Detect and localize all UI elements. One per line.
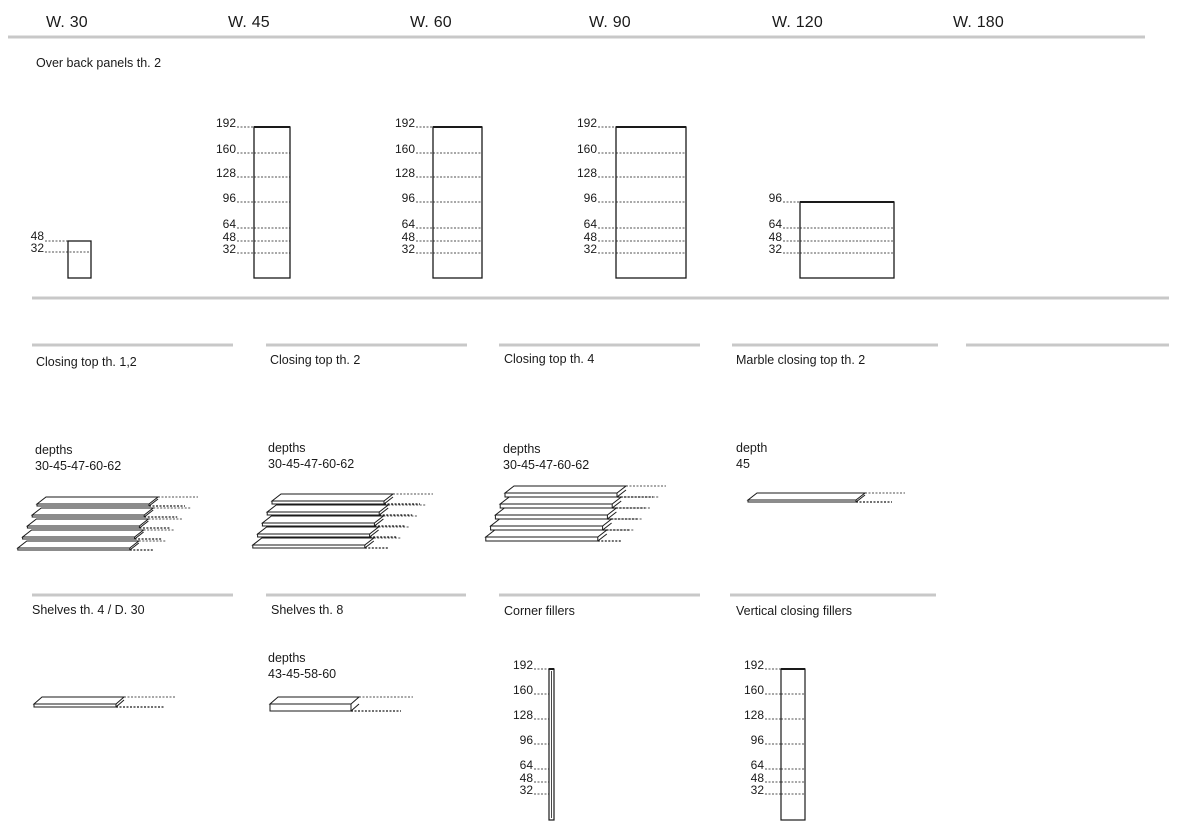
back-panel-w30 [31, 229, 91, 278]
height-label-32: 32 [401, 242, 415, 256]
shelf-th4 [34, 697, 176, 707]
height-label-64: 64 [401, 217, 415, 231]
height-label-48: 48 [519, 771, 533, 785]
height-label-48: 48 [30, 229, 44, 243]
height-label-160: 160 [215, 142, 236, 156]
slab-side [351, 704, 359, 711]
slab-top [272, 494, 393, 501]
height-label-64: 64 [583, 217, 597, 231]
height-label-32: 32 [519, 783, 533, 797]
slab-top [505, 486, 626, 493]
depth-label: depths [503, 442, 541, 456]
closing-top-drawings [18, 486, 905, 550]
slab-edge [270, 704, 351, 711]
height-label-32: 32 [583, 242, 597, 256]
height-label-48: 48 [750, 771, 764, 785]
filler-drawings [513, 658, 805, 820]
shelf-th8 [270, 697, 413, 711]
slab-top [267, 505, 388, 512]
slab-edge [262, 523, 374, 526]
corner-filler [513, 658, 554, 820]
slab-edge [34, 704, 116, 707]
depth-values: 43-45-58-60 [268, 667, 337, 681]
height-label-160: 160 [743, 683, 764, 697]
corner-fillers-title: Corner fillers [504, 604, 575, 618]
shelves-th8-title: Shelves th. 8 [271, 603, 344, 617]
slab-edge [258, 534, 370, 537]
closing-top-1-stack [18, 497, 198, 550]
panel-outline [616, 127, 686, 278]
height-label-192: 192 [743, 658, 764, 672]
height-label-96: 96 [222, 191, 236, 205]
slab-edge [37, 504, 149, 506]
slab-edge [32, 515, 144, 517]
height-label-64: 64 [222, 217, 236, 231]
slab-edge [505, 493, 617, 497]
slab-top [491, 519, 612, 526]
back-panel-w120 [769, 191, 894, 278]
slab-top [748, 493, 865, 500]
column-header-w90: W. 90 [589, 14, 631, 31]
closing-top-3-title: Closing top th. 4 [504, 352, 595, 366]
column-header-w120: W. 120 [772, 14, 824, 31]
closing-top-4-title: Marble closing top th. 2 [736, 353, 866, 367]
height-label-96: 96 [519, 733, 533, 747]
back-panel-drawings [31, 116, 894, 278]
panel-outline [254, 127, 290, 278]
height-label-96: 96 [768, 191, 782, 205]
depth-values: 45 [736, 457, 750, 471]
height-label-48: 48 [401, 230, 415, 244]
depth-values: 30-45-47-60-62 [503, 458, 590, 472]
vertical-fillers-title: Vertical closing fillers [736, 604, 853, 618]
panel-outline [433, 127, 482, 278]
column-header-w45: W. 45 [228, 14, 270, 31]
depth-label: depth [736, 441, 768, 455]
height-label-64: 64 [768, 217, 782, 231]
slab-edge [267, 512, 379, 515]
closing-top-2-title: Closing top th. 2 [270, 353, 361, 367]
closing-top-3-stack [486, 486, 666, 541]
slab-top [27, 519, 148, 526]
slab-top [500, 497, 621, 504]
slab-top [18, 541, 139, 548]
height-label-160: 160 [394, 142, 415, 156]
height-label-32: 32 [768, 242, 782, 256]
back-panel-w90 [577, 116, 686, 278]
slab-edge [253, 545, 365, 548]
height-label-32: 32 [750, 783, 764, 797]
panel-outline [800, 202, 894, 278]
slab-edge [500, 504, 612, 508]
slab-edge [272, 501, 384, 504]
slab-edge [23, 537, 135, 539]
back-panel-w45 [216, 116, 290, 278]
height-label-96: 96 [750, 733, 764, 747]
height-label-96: 96 [401, 191, 415, 205]
height-label-128: 128 [215, 166, 236, 180]
height-label-128: 128 [512, 708, 533, 722]
back-panels-title: Over back panels th. 2 [36, 56, 162, 70]
height-label-192: 192 [215, 116, 236, 130]
slab-edge [18, 548, 130, 550]
closing-top-4-slab [748, 493, 905, 502]
vertical-filler [744, 658, 805, 820]
closing-top-2-stack [253, 494, 433, 548]
slab-top [37, 497, 158, 504]
height-label-32: 32 [30, 241, 44, 255]
depth-label: depths [35, 443, 73, 457]
height-label-48: 48 [583, 230, 597, 244]
slab-top [270, 697, 359, 704]
slab-edge [27, 526, 139, 528]
height-label-32: 32 [222, 242, 236, 256]
panel-outline [68, 241, 91, 278]
height-label-64: 64 [750, 758, 764, 772]
height-label-96: 96 [583, 191, 597, 205]
filler-outline [781, 669, 805, 820]
height-label-128: 128 [743, 708, 764, 722]
slab-edge [748, 500, 856, 502]
shelf-drawings [34, 697, 413, 711]
depth-label: depths [268, 651, 306, 665]
slab-edge [491, 526, 603, 530]
height-label-64: 64 [519, 758, 533, 772]
height-label-48: 48 [222, 230, 236, 244]
height-label-160: 160 [576, 142, 597, 156]
column-header-w30: W. 30 [46, 14, 88, 31]
height-label-192: 192 [512, 658, 533, 672]
slab-top [262, 516, 383, 523]
slab-edge [486, 537, 598, 541]
slab-top [486, 530, 607, 537]
back-panel-w60 [395, 116, 482, 278]
slab-edge [495, 515, 607, 519]
height-label-160: 160 [512, 683, 533, 697]
depth-values: 30-45-47-60-62 [268, 457, 355, 471]
slab-top [258, 527, 379, 534]
slab-top [32, 508, 153, 515]
height-label-128: 128 [394, 166, 415, 180]
height-label-48: 48 [768, 230, 782, 244]
height-label-192: 192 [576, 116, 597, 130]
slab-top [253, 538, 374, 545]
column-header-w180: W. 180 [953, 14, 1005, 31]
slab-top [23, 530, 144, 537]
closing-top-1-title: Closing top th. 1,2 [36, 355, 137, 369]
slab-top [495, 508, 616, 515]
depth-label: depths [268, 441, 306, 455]
slab-top [34, 697, 124, 704]
height-label-128: 128 [576, 166, 597, 180]
depth-values: 30-45-47-60-62 [35, 459, 122, 473]
shelves-th4-title: Shelves th. 4 / D. 30 [32, 603, 145, 617]
column-header-w60: W. 60 [410, 14, 452, 31]
height-label-192: 192 [394, 116, 415, 130]
